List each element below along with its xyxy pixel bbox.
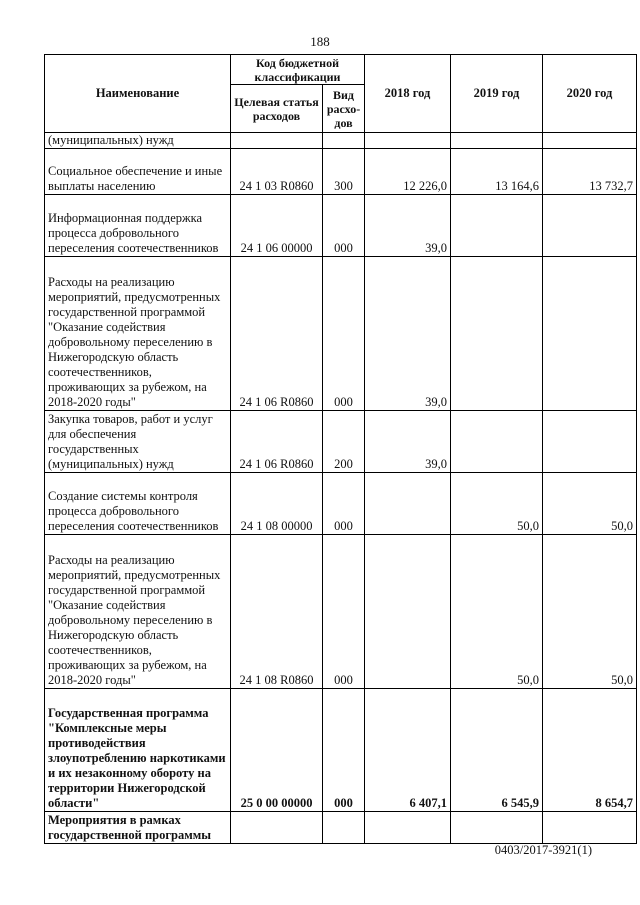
header-name: Наименование bbox=[45, 55, 231, 133]
table-row bbox=[45, 411, 637, 473]
row-target-code: 24 1 06 R0860 bbox=[231, 411, 323, 473]
row-value-2019 bbox=[451, 257, 543, 411]
row-value-2018 bbox=[365, 535, 451, 689]
row-target-code: 24 1 08 00000 bbox=[231, 473, 323, 535]
header-code-group: Код бюджетной классификации bbox=[231, 55, 365, 85]
document-code: 0403/2017-3921(1) bbox=[494, 843, 592, 857]
row-value-2020: 50,0 bbox=[543, 473, 637, 535]
row-value-2020: 13 732,7 bbox=[543, 149, 637, 195]
row-target-code: 24 1 08 R0860 bbox=[231, 535, 323, 689]
row-value-2020: 8 654,7 bbox=[543, 689, 637, 812]
row-value-2019 bbox=[451, 411, 543, 473]
header-expense-type: Вид расхо-дов bbox=[323, 85, 365, 133]
table-row bbox=[45, 812, 637, 844]
row-value-2019 bbox=[451, 133, 543, 149]
row-value-2019: 6 545,9 bbox=[451, 689, 543, 812]
row-value-2018 bbox=[365, 473, 451, 535]
row-name: (муниципальных) нужд bbox=[45, 133, 231, 149]
header-year-2018: 2018 год bbox=[365, 55, 451, 133]
header-year-2019: 2019 год bbox=[451, 55, 543, 133]
row-expense-type: 000 bbox=[323, 689, 365, 812]
table-row bbox=[45, 149, 637, 195]
row-name: Создание системы контроля процесса добровольного переселения соотечественников bbox=[45, 473, 231, 535]
row-value-2018 bbox=[365, 812, 451, 844]
row-value-2020 bbox=[543, 133, 637, 149]
row-name: Расходы на реализацию мероприятий, предусмотренных государственной программой "Оказание содействия добровольному переселению в Нижегородскую область соотечественников, проживающих за рубежом, на 2018-2020 годы" bbox=[45, 535, 231, 689]
table-row bbox=[45, 689, 637, 812]
row-expense-type: 000 bbox=[323, 473, 365, 535]
row-expense-type: 300 bbox=[323, 149, 365, 195]
row-value-2018: 6 407,1 bbox=[365, 689, 451, 812]
table-row bbox=[45, 535, 637, 689]
row-name: Социальное обеспечение и иные выплаты населению bbox=[45, 149, 231, 195]
row-value-2019: 13 164,6 bbox=[451, 149, 543, 195]
row-value-2018: 39,0 bbox=[365, 411, 451, 473]
row-value-2020: 50,0 bbox=[543, 535, 637, 689]
row-value-2018: 12 226,0 bbox=[365, 149, 451, 195]
row-expense-type: 000 bbox=[323, 195, 365, 257]
table-body bbox=[45, 133, 637, 844]
row-value-2019: 50,0 bbox=[451, 535, 543, 689]
row-value-2019 bbox=[451, 812, 543, 844]
row-value-2018: 39,0 bbox=[365, 195, 451, 257]
row-target-code: 24 1 03 R0860 bbox=[231, 149, 323, 195]
row-target-code: 25 0 00 00000 bbox=[231, 689, 323, 812]
table-row bbox=[45, 195, 637, 257]
row-expense-type: 000 bbox=[323, 535, 365, 689]
row-expense-type: 000 bbox=[323, 257, 365, 411]
row-target-code bbox=[231, 812, 323, 844]
row-expense-type: 200 bbox=[323, 411, 365, 473]
table-row bbox=[45, 473, 637, 535]
row-value-2020 bbox=[543, 257, 637, 411]
row-name: Информационная поддержка процесса добровольного переселения соотечественников bbox=[45, 195, 231, 257]
row-value-2019: 50,0 bbox=[451, 473, 543, 535]
row-value-2019 bbox=[451, 195, 543, 257]
row-name: Расходы на реализацию мероприятий, предусмотренных государственной программой "Оказание содействия добровольному переселению в Нижегородскую область соотечественников, проживающих за рубежом, на 2018-2020 годы" bbox=[45, 257, 231, 411]
budget-table bbox=[44, 54, 637, 844]
row-target-code: 24 1 06 00000 bbox=[231, 195, 323, 257]
row-value-2018 bbox=[365, 133, 451, 149]
row-name: Мероприятия в рамках государственной программы bbox=[45, 812, 231, 844]
row-target-code bbox=[231, 133, 323, 149]
row-target-code: 24 1 06 R0860 bbox=[231, 257, 323, 411]
row-value-2018: 39,0 bbox=[365, 257, 451, 411]
header-year-2020: 2020 год bbox=[543, 55, 637, 133]
table-row bbox=[45, 257, 637, 411]
header-target-article: Целевая статья расходов bbox=[231, 85, 323, 133]
row-value-2020 bbox=[543, 812, 637, 844]
row-name: Закупка товаров, работ и услуг для обеспечения государственных (муниципальных) нужд bbox=[45, 411, 231, 473]
row-value-2020 bbox=[543, 195, 637, 257]
page-number: 188 bbox=[310, 34, 330, 49]
row-name: Государственная программа "Комплексные меры противодействия злоупотреблению наркотиками и их незаконному обороту на территории Нижегородской области" bbox=[45, 689, 231, 812]
row-expense-type bbox=[323, 133, 365, 149]
row-value-2020 bbox=[543, 411, 637, 473]
row-expense-type bbox=[323, 812, 365, 844]
table-row bbox=[45, 133, 637, 149]
